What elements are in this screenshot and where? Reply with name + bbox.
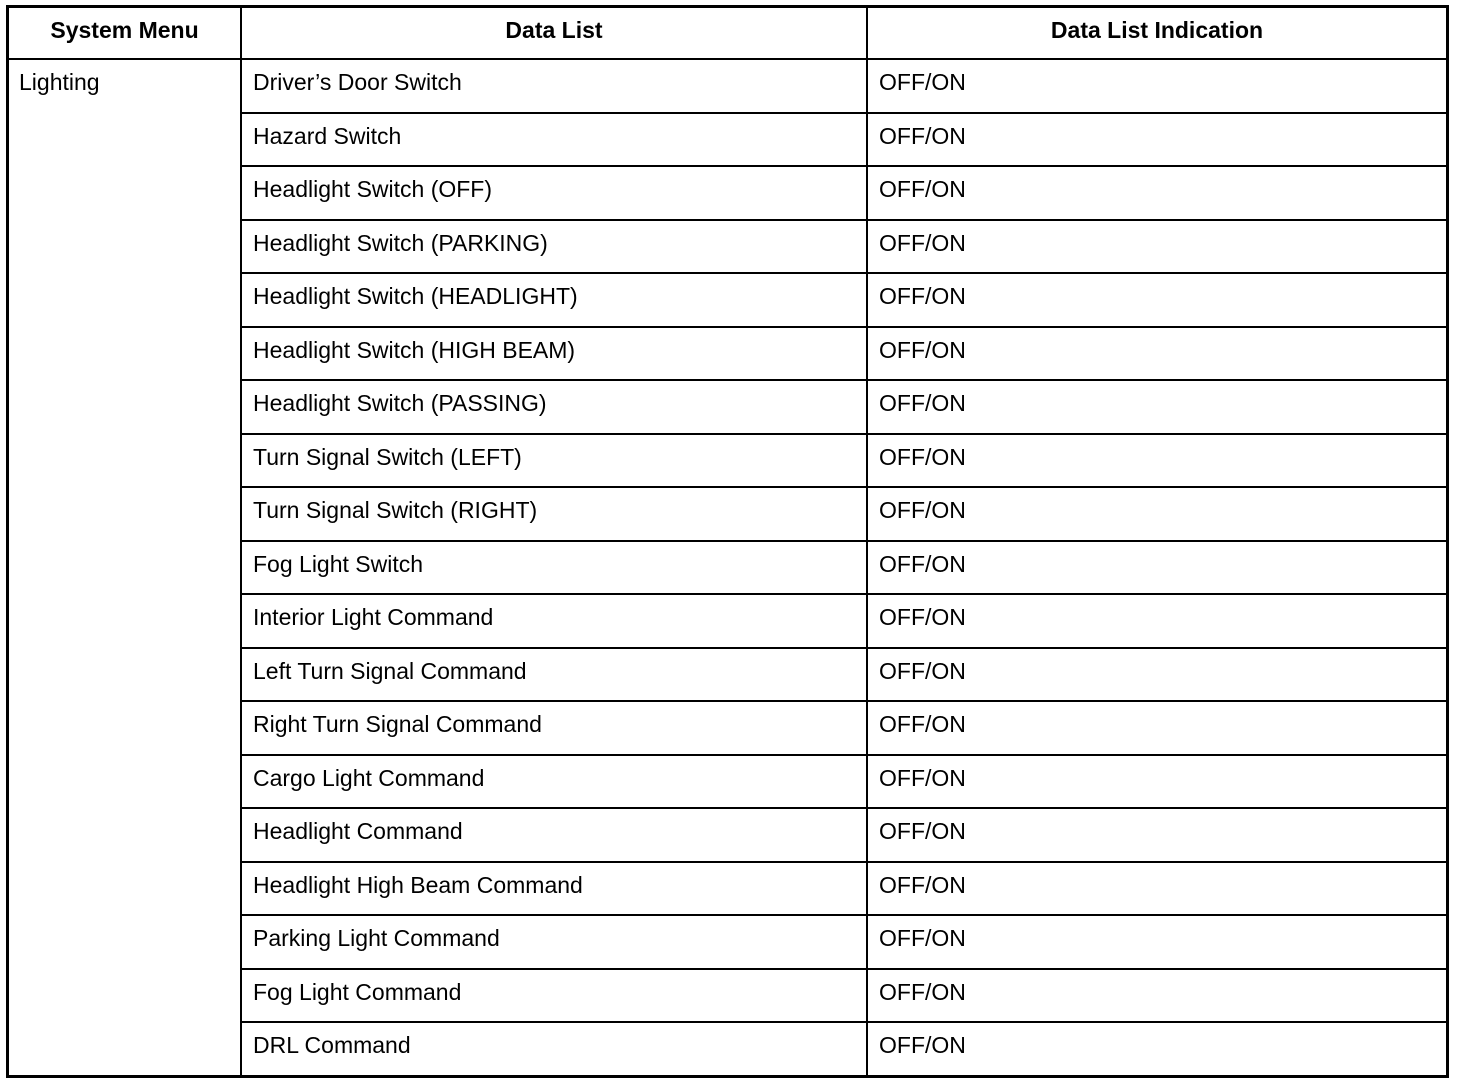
data-list-item-cell: Interior Light Command <box>241 594 867 648</box>
data-list-indication-cell: OFF/ON <box>867 113 1446 167</box>
data-list-indication-cell: OFF/ON <box>867 862 1446 916</box>
data-list-item-cell: Headlight Switch (PASSING) <box>241 380 867 434</box>
data-list-indication-cell: OFF/ON <box>867 166 1446 220</box>
data-list-item-cell: DRL Command <box>241 1022 867 1076</box>
header-data-list-indication: Data List Indication <box>867 8 1446 59</box>
data-list-item-cell: Left Turn Signal Command <box>241 648 867 702</box>
data-list-item-cell: Turn Signal Switch (LEFT) <box>241 434 867 488</box>
data-list-indication-cell: OFF/ON <box>867 487 1446 541</box>
data-list-item-cell: Headlight Switch (HEADLIGHT) <box>241 273 867 327</box>
data-list-item-cell: Headlight Switch (HIGH BEAM) <box>241 327 867 381</box>
data-list-indication-cell: OFF/ON <box>867 755 1446 809</box>
data-list-indication-cell: OFF/ON <box>867 273 1446 327</box>
header-system-menu: System Menu <box>9 8 241 59</box>
data-list-item-cell: Right Turn Signal Command <box>241 701 867 755</box>
data-list-indication-cell: OFF/ON <box>867 969 1446 1023</box>
data-list-item-cell: Headlight Switch (OFF) <box>241 166 867 220</box>
system-menu-cell: Lighting <box>9 59 241 1076</box>
data-list-indication-cell: OFF/ON <box>879 1032 966 1058</box>
data-list-indication-cell: OFF/ON <box>867 327 1446 381</box>
data-list-indication-cell: OFF/ON <box>867 915 1446 969</box>
data-list-table-frame <box>6 5 1449 1078</box>
data-list-indication-cell: OFF/ON <box>867 220 1446 274</box>
data-list-item-cell: Headlight Command <box>241 808 867 862</box>
data-list-indication-cell: OFF/ON <box>867 434 1446 488</box>
data-list-table <box>9 8 1446 1076</box>
data-list-item-cell: Hazard Switch <box>241 113 867 167</box>
data-list-indication-cell: OFF/ON <box>867 59 1446 113</box>
table-row <box>9 59 1446 113</box>
data-list-item-cell: Headlight Switch (PARKING) <box>241 220 867 274</box>
data-list-indication-cell: OFF/ON <box>867 380 1446 434</box>
data-list-item-cell: Turn Signal Switch (RIGHT) <box>241 487 867 541</box>
data-list-item-cell: Driver’s Door Switch <box>241 59 867 113</box>
data-list-item-cell: Parking Light Command <box>241 915 867 969</box>
data-list-item-cell: Fog Light Switch <box>241 541 867 595</box>
data-list-item-cell: Cargo Light Command <box>241 755 867 809</box>
header-data-list: Data List <box>241 8 867 59</box>
data-list-indication-cell: OFF/ON <box>867 541 1446 595</box>
data-list-indication-cell: OFF/ON <box>867 701 1446 755</box>
table-header-row <box>9 8 1446 59</box>
table-body <box>9 59 1446 1076</box>
data-list-item-cell: Fog Light Command <box>241 969 867 1023</box>
data-list-indication-cell: OFF/ON <box>867 594 1446 648</box>
data-list-indication-cell: OFF/ON <box>867 808 1446 862</box>
data-list-indication-cell: OFF/ON <box>867 648 1446 702</box>
data-list-item-cell: Headlight High Beam Command <box>241 862 867 916</box>
